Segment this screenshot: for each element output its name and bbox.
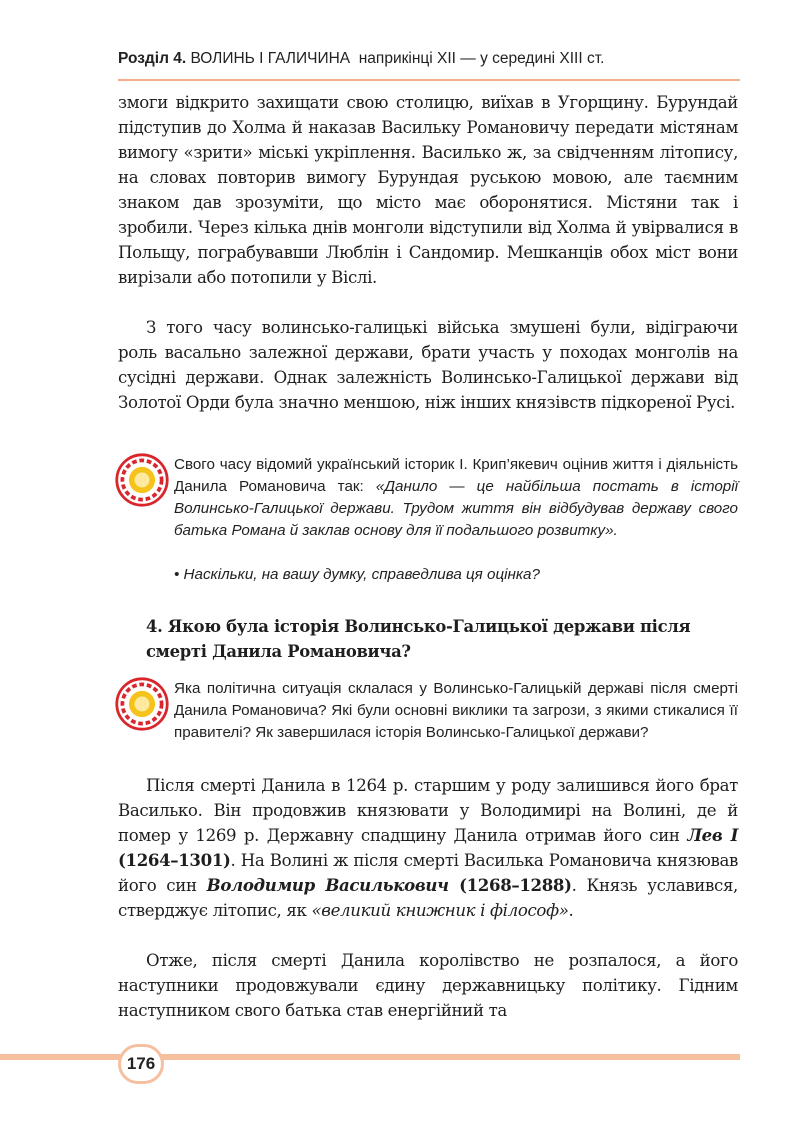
running-header: [118, 50, 738, 68]
header-rule: [118, 79, 740, 81]
box1-lead: Свого часу відомий український історик І. Крип’якевич оцінив життя і діяльність Данила Романовича так:: [174, 456, 738, 495]
p3-part-b: . На Волині ж після смерті Василька Романовича князював його син: [118, 851, 738, 895]
section-heading: 4. Якою була історія Волинсько-Галицької держави після смерті Данила Романовича?: [146, 617, 691, 661]
header-section: Розділ 4.: [118, 50, 187, 67]
header-title: ВОЛИНЬ І ГАЛИЧИНА: [190, 50, 351, 67]
p3-volodymyr-years: (1268–1288): [448, 875, 572, 895]
paragraph-3: [118, 773, 738, 923]
box1-quote: «Данило — це найбільша постать в історії Волинсько-Галицької держави. Трудом життя він відбудував державу свого батька Романа й заклав основу для її подальшого розвитку».: [174, 478, 738, 539]
p3-part-d: .: [568, 901, 574, 920]
footer-band: [0, 1054, 740, 1060]
ornament-emblem-icon: [114, 452, 170, 508]
box1-question: [174, 564, 738, 586]
p3-quote: «великий книжник і філософ»: [311, 901, 569, 920]
box2-text: Яка політична ситуація склалася у Волинсько-Галицькій державі після смерті Данила Романовича? Які були основні виклики та загрози, з якими стикалися її правителі? Як завершилася історія Волинсько-Галицької держави?: [174, 680, 738, 741]
paragraph-2: З того часу волинсько-галицькі війська змушені були, відіграючи роль васально залежної держави, брати участь у походах монголів на сусідні держави. Однак залежність Волинсько-Галицької держави від Золотої Орди була значно меншою, ніж інших князівств підкореної Русі.: [118, 318, 738, 412]
p3-part-a: Після смерті Данила в 1264 р. старшим у роду залишився його брат Василько. Він продовжив князювати у Володимирі на Волині, де й помер у 1269 р. Державну спадщину Данила отримав його син: [118, 776, 738, 845]
box1-question-text: • Наскільки, на вашу думку, справедлива ця оцінка?: [174, 566, 540, 583]
page-number: 176: [118, 1044, 164, 1084]
ornament-emblem-icon-2: [114, 676, 170, 732]
p3-lev: Лев І: [687, 825, 738, 845]
paragraph-4: Отже, після смерті Данила королівство не розпалося, а його наступники продовжували єдину державницьку політику. Гідним наступником свого батька став енергійний та: [118, 951, 738, 1020]
p3-volodymyr: Володимир Василькович: [206, 875, 449, 895]
paragraph-1: змоги відкрито захищати свою столицю, виїхав в Угорщину. Бурундай підступив до Холма й наказав Васильку Романовичу передати містянам вимогу «зрити» міські укріплення. Василько ж, за свідченням літопису, на словах повторив вимогу Бурундая руською мовою, але таємним знаком дав зрозуміти, що місто має оборонятися. Містяни так і зробили. Через кілька днів монголи відступили від Холма й увірвалися в Польщу, пограбувавши Люблін і Сандомир. Мешканців обох міст вони вирізали або потопили у Віслі.: [118, 93, 738, 287]
p3-lev-years: (1264–1301): [118, 850, 231, 870]
p3-part-c: . Князь уславився, стверджує літопис, як: [118, 876, 738, 920]
header-period: наприкінці XII — у середині XIII ст.: [358, 50, 605, 67]
box1-text: [174, 454, 738, 542]
